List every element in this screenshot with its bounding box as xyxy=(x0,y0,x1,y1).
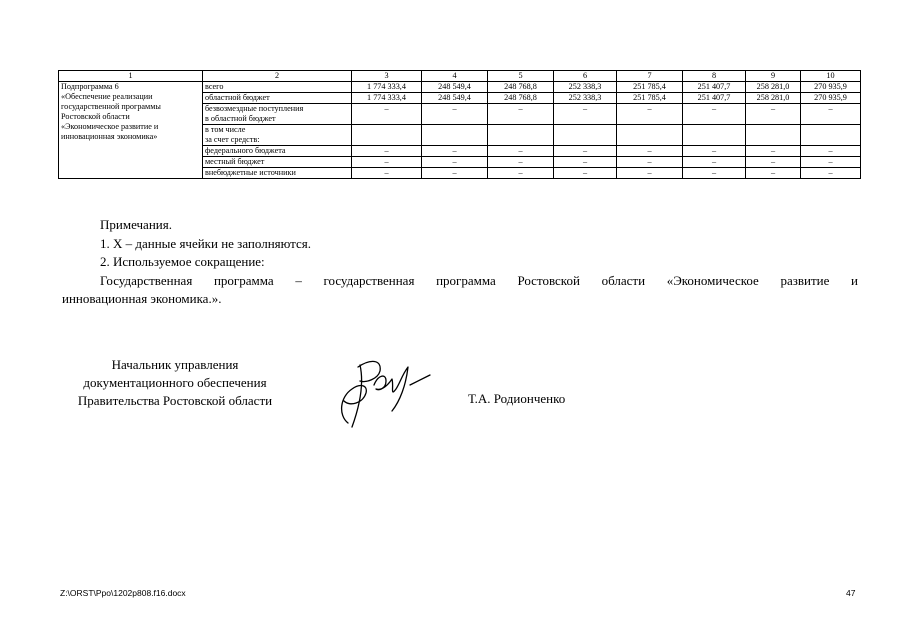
source-label xyxy=(203,104,352,125)
value-cell: – xyxy=(801,104,861,125)
value-cell: – xyxy=(554,168,617,179)
value-cell: – xyxy=(801,168,861,179)
header-cell: 10 xyxy=(801,71,861,82)
value-cell: 1 774 333,4 xyxy=(352,93,422,104)
value-cell: – xyxy=(422,157,488,168)
value-cell xyxy=(554,125,617,146)
subprogram-line: «Экономическое развитие и xyxy=(61,122,159,131)
value-cell: – xyxy=(488,157,554,168)
value-cell: 258 281,0 xyxy=(746,93,801,104)
subprogram-line: Ростовской области xyxy=(61,112,130,121)
value-cell: 252 338,3 xyxy=(554,93,617,104)
subprogram-line: государственной программы xyxy=(61,102,161,111)
value-cell: – xyxy=(352,104,422,125)
value-cell: – xyxy=(554,104,617,125)
value-cell: – xyxy=(801,146,861,157)
value-cell: 258 281,0 xyxy=(746,82,801,93)
value-cell: – xyxy=(352,146,422,157)
value-cell: – xyxy=(683,104,746,125)
note-definition-line: Государственная программа – государственная программа Ростовской области «Экономическое развитие и xyxy=(100,272,858,288)
position-line: документационного обеспечения xyxy=(83,375,267,390)
value-cell: – xyxy=(683,146,746,157)
header-cell: 6 xyxy=(554,71,617,82)
source-label-line: в том числе xyxy=(205,125,246,134)
header-cell: 2 xyxy=(203,71,352,82)
value-cell: – xyxy=(617,104,683,125)
note-item: 1. Х – данные ячейки не заполняются. xyxy=(100,235,312,251)
value-cell: – xyxy=(746,104,801,125)
value-cell: – xyxy=(488,168,554,179)
value-cell: 1 774 333,4 xyxy=(352,82,422,93)
value-cell: – xyxy=(746,157,801,168)
value-cell: 251 407,7 xyxy=(683,93,746,104)
value-cell xyxy=(422,125,488,146)
value-cell: 248 549,4 xyxy=(422,82,488,93)
value-cell: 248 768,8 xyxy=(488,93,554,104)
value-cell: 251 785,4 xyxy=(617,82,683,93)
subprogram-line: Подпрограмма 6 xyxy=(61,82,119,91)
value-cell: – xyxy=(554,157,617,168)
footer-file-path: Z:\ORST\Ppo\1202p808.f16.docx xyxy=(60,588,186,598)
value-cell: – xyxy=(488,146,554,157)
source-label: местный бюджет xyxy=(203,157,352,168)
note-definition-line: инновационная экономика.». xyxy=(62,291,222,306)
value-cell: 251 407,7 xyxy=(683,82,746,93)
value-cell: 270 935,9 xyxy=(801,82,861,93)
note-item: 2. Используемое сокращение: xyxy=(100,254,265,269)
value-cell: – xyxy=(801,157,861,168)
value-cell xyxy=(746,125,801,146)
notes-section xyxy=(62,216,858,309)
header-cell: 4 xyxy=(422,71,488,82)
value-cell: – xyxy=(488,104,554,125)
value-cell xyxy=(683,125,746,146)
value-cell: – xyxy=(617,157,683,168)
value-cell: – xyxy=(352,168,422,179)
source-label: внебюджетные источники xyxy=(203,168,352,179)
value-cell: – xyxy=(352,157,422,168)
table-row xyxy=(59,82,861,93)
value-cell: 252 338,3 xyxy=(554,82,617,93)
value-cell: – xyxy=(422,168,488,179)
value-cell: – xyxy=(746,146,801,157)
header-row xyxy=(59,71,861,82)
signatory-position xyxy=(60,356,290,410)
source-label-line: за счет средств: xyxy=(205,135,260,144)
notes-title: Примечания. xyxy=(100,217,172,232)
value-cell: – xyxy=(422,104,488,125)
value-cell: – xyxy=(422,146,488,157)
source-label-line: безвозмездные поступления xyxy=(205,104,304,113)
value-cell: 270 935,9 xyxy=(801,93,861,104)
value-cell: – xyxy=(683,168,746,179)
source-label: областной бюджет xyxy=(203,93,352,104)
source-label xyxy=(203,125,352,146)
value-cell: – xyxy=(683,157,746,168)
value-cell xyxy=(617,125,683,146)
source-label: всего xyxy=(203,82,352,93)
header-cell: 3 xyxy=(352,71,422,82)
header-cell: 1 xyxy=(59,71,203,82)
header-cell: 8 xyxy=(683,71,746,82)
subprogram-name-cell xyxy=(59,82,203,179)
value-cell xyxy=(352,125,422,146)
footer-page-number: 47 xyxy=(846,588,856,598)
subprogram-line: «Обеспечение реализации xyxy=(61,92,153,101)
value-cell: 248 549,4 xyxy=(422,93,488,104)
signatory-name: Т.А. Родионченко xyxy=(468,391,566,406)
header-cell: 5 xyxy=(488,71,554,82)
value-cell: – xyxy=(617,146,683,157)
value-cell: 248 768,8 xyxy=(488,82,554,93)
position-line: Начальник управления xyxy=(111,357,239,372)
handwritten-signature xyxy=(330,345,440,435)
header-cell: 7 xyxy=(617,71,683,82)
value-cell: – xyxy=(554,146,617,157)
value-cell: 251 785,4 xyxy=(617,93,683,104)
source-label-line: в областной бюджет xyxy=(205,114,276,123)
value-cell: – xyxy=(617,168,683,179)
value-cell xyxy=(801,125,861,146)
position-line: Правительства Ростовской области xyxy=(77,393,273,408)
value-cell xyxy=(488,125,554,146)
value-cell: – xyxy=(746,168,801,179)
subprogram-line: инновационная экономика» xyxy=(61,132,158,141)
financing-table xyxy=(58,70,861,179)
source-label: федерального бюджета xyxy=(203,146,352,157)
header-cell: 9 xyxy=(746,71,801,82)
